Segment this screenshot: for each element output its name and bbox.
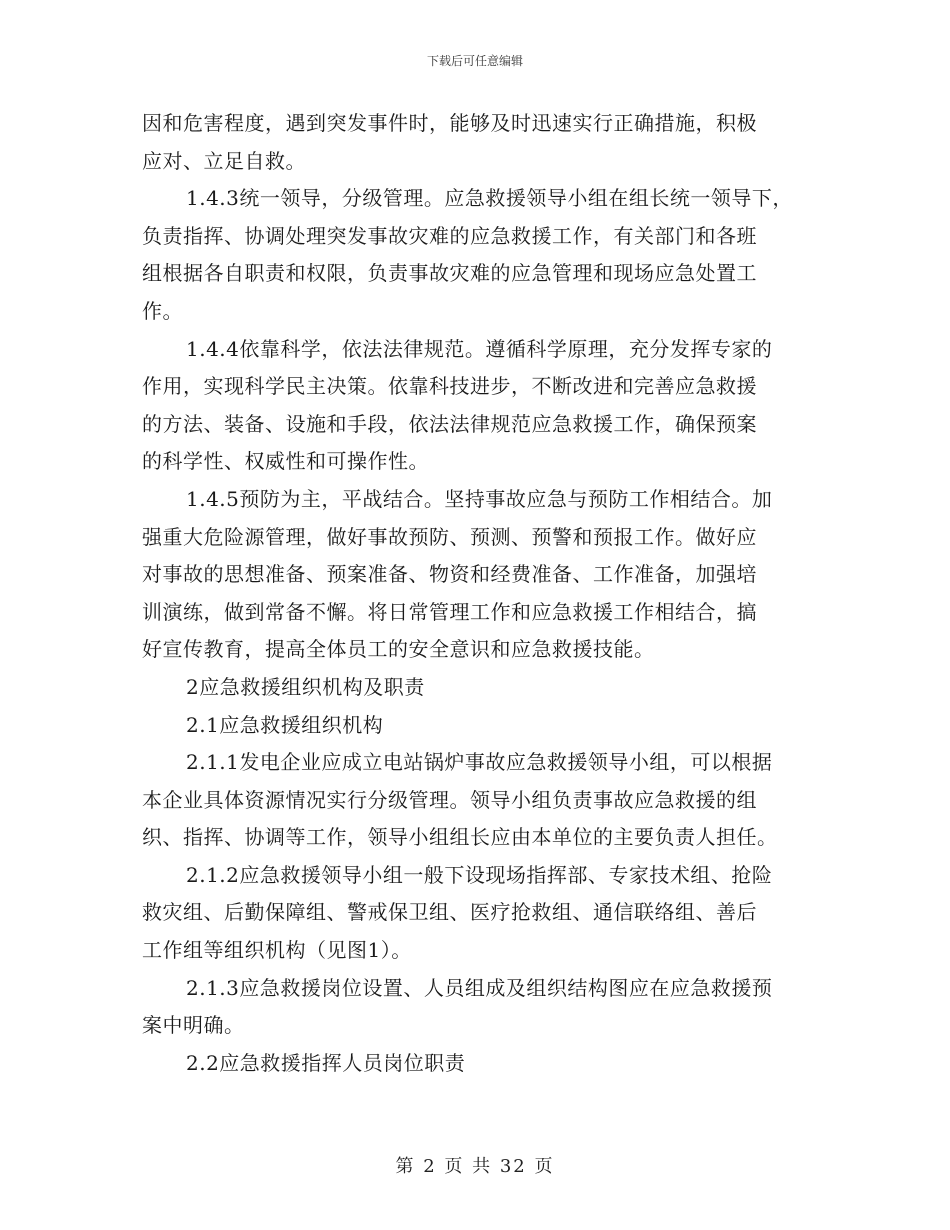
body-line: 的方法、装备、设施和手段，依法法律规范应急救援工作，确保预案 [142,411,757,436]
body-line: 案中明确。 [142,1013,245,1038]
section-heading: 2应急救援组织机构及职责 [186,674,425,699]
body-line: 1.4.5预防为主，平战结合。坚持事故应急与预防工作相结合。加 [186,486,773,511]
section-heading: 2.2应急救援指挥人员岗位职责 [186,1050,466,1075]
document-body [142,105,832,1082]
body-line: 对事故的思想准备、预案准备、物资和经费准备、工作准备，加强培 [142,562,757,587]
body-line: 好宣传教育，提高全体员工的安全意识和应急救援技能。 [142,637,655,662]
body-line: 作。 [142,298,183,323]
body-line: 负责指挥、协调处理突发事故灾难的应急救援工作，有关部门和各班 [142,223,757,248]
body-line: 因和危害程度，遇到突发事件时，能够及时迅速实行正确措施，积极 [142,111,757,135]
body-line: 应对、立足自救。 [142,148,306,173]
body-line: 组根据各自职责和权限，负责事故灾难的应急管理和现场应急处置工 [142,261,757,286]
body-line: 1.4.3统一领导，分级管理。应急救援领导小组在组长统一领导下， [186,186,793,211]
body-line: 救灾组、后勤保障组、警戒保卫组、医疗抢救组、通信联络组、善后 [142,900,757,925]
body-line: 的科学性、权威性和可操作性。 [142,449,429,474]
body-line: 强重大危险源管理，做好事故预防、预测、预警和预报工作。做好应 [142,524,757,549]
section-heading: 2.1应急救援组织机构 [186,712,384,737]
body-line: 本企业具体资源情况实行分级管理。领导小组负责事故应急救援的组 [142,787,757,812]
body-line: 2.1.3应急救援岗位设置、人员组成及组织结构图应在应急救援预 [186,975,773,1000]
body-line: 2.1.1发电企业应成立电站锅炉事故应急救援领导小组，可以根据 [186,750,773,775]
page-header: 下载后可任意编辑 [426,54,523,68]
body-line: 1.4.4依靠科学，依法法律规范。遵循科学原理，充分发挥专家的 [186,336,773,361]
page-number: 第 2 页 共 32 页 [395,1156,555,1177]
body-line: 工作组等组织机构（见图1）。 [142,938,412,963]
body-line: 织、指挥、协调等工作，领导小组组长应由本单位的主要负责人担任。 [142,825,778,850]
body-line: 2.1.2应急救援领导小组一般下设现场指挥部、专家技术组、抢险 [186,862,773,887]
body-line: 作用，实现科学民主决策。依靠科技进步，不断改进和完善应急救援 [142,374,757,399]
body-line: 训演练，做到常备不懈。将日常管理工作和应急救援工作相结合，搞 [142,599,757,624]
